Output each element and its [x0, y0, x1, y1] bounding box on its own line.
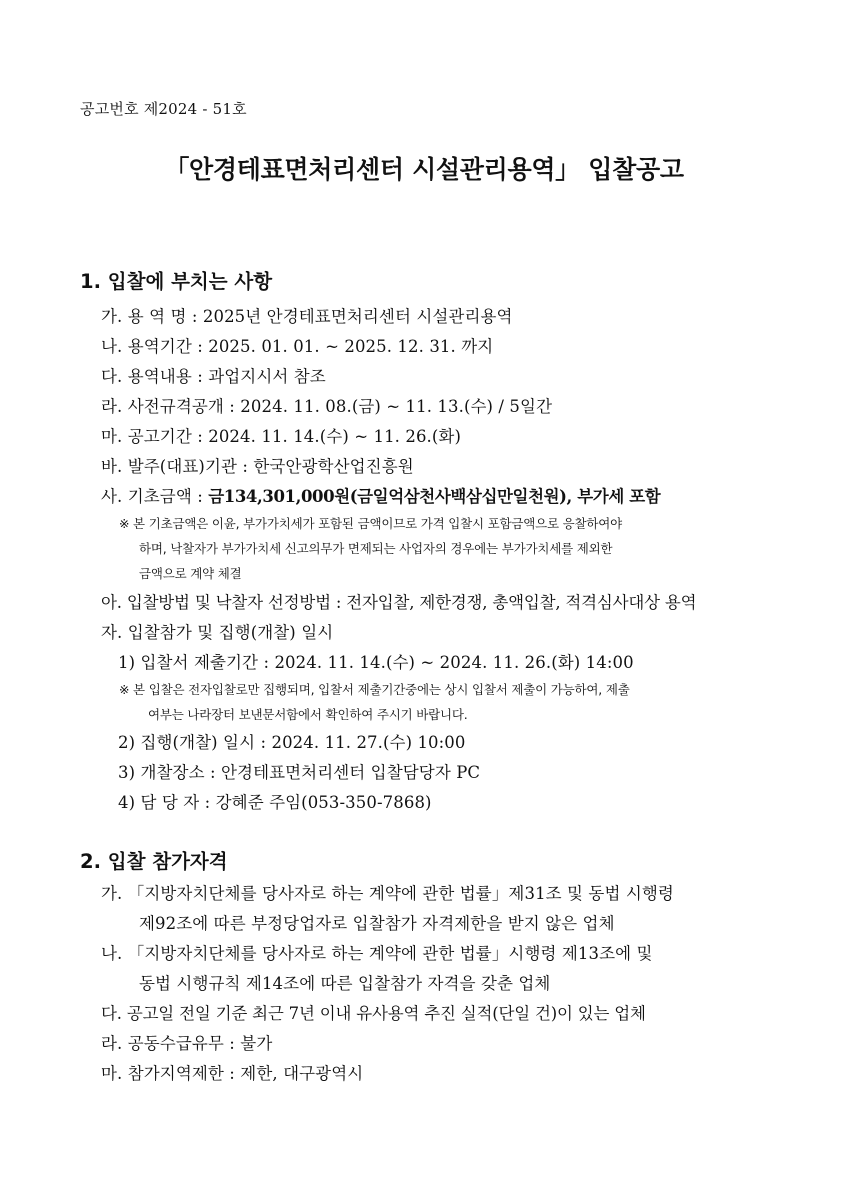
qualification-item-ga: 가. 「지방자치단체를 당사자로 하는 계약에 관한 법률」제31조 및 동법 시행령: [101, 884, 674, 903]
bid-submission-note-line: ※ 본 입찰은 전자입찰로만 집행되며, 입찰서 제출기간중에는 상시 입찰서 제출이 가능하여, 제출: [119, 682, 630, 697]
base-amount-note-line: 금액으로 계약 체결: [139, 566, 242, 581]
sub-bid-submission-period: 1) 입찰서 제출기간 : 2024. 11. 14.(수) ~ 2024. 11. 26.(화) 14:00: [118, 653, 634, 672]
item-bid-participation: 자. 입찰참가 및 집행(개찰) 일시: [101, 623, 334, 642]
sub-opening-datetime: 2) 집행(개찰) 일시 : 2024. 11. 27.(수) 10:00: [118, 733, 466, 752]
section-1-heading: 1. 입찰에 부치는 사항: [80, 270, 273, 293]
notice-number: 공고번호 제2024 - 51호: [80, 100, 247, 118]
qualification-item-ma: 마. 참가지역제한 : 제한, 대구광역시: [101, 1064, 364, 1083]
sub-opening-place: 3) 개찰장소 : 안경테표면처리센터 입찰담당자 PC: [118, 763, 481, 782]
base-amount-value: 금134,301,000원(금일억삼천사백삼십만일천원), 부가세 포함: [208, 487, 661, 506]
base-amount-note-line: 하며, 낙찰자가 부가가치세 신고의무가 면제되는 사업자의 경우에는 부가가치세를 제외한: [139, 541, 613, 556]
item-notice-period: 마. 공고기간 : 2024. 11. 14.(수) ~ 11. 26.(화): [101, 427, 462, 446]
qualification-item-na-continued: 동법 시행규칙 제14조에 따른 입찰참가 자격을 갖춘 업체: [139, 974, 551, 993]
qualification-item-da: 다. 공고일 전일 기준 최근 7년 이내 유사용역 추진 실적(단일 건)이 있는 업체: [101, 1004, 646, 1023]
document-title: 「안경테표면처리센터 시설관리용역」 입찰공고: [164, 155, 684, 184]
item-pre-spec-disclosure: 라. 사전규격공개 : 2024. 11. 08.(금) ~ 11. 13.(수) / 5일간: [101, 397, 553, 416]
section-2-heading: 2. 입찰 참가자격: [80, 850, 228, 873]
item-bid-method: 아. 입찰방법 및 낙찰자 선정방법 : 전자입찰, 제한경쟁, 총액입찰, 적격심사대상 용역: [101, 593, 697, 612]
sub-contact-person: 4) 담 당 자 : 강혜준 주임(053-350-7868): [118, 793, 432, 812]
item-service-name: 가. 용 역 명 : 2025년 안경테표면처리센터 시설관리용역: [101, 307, 513, 326]
item-service-period: 나. 용역기간 : 2025. 01. 01. ~ 2025. 12. 31. 까지: [101, 337, 494, 356]
bid-submission-note-line: 여부는 나라장터 보낸문서함에서 확인하여 주시기 바랍니다.: [148, 707, 468, 722]
qualification-item-ra: 라. 공동수급유무 : 불가: [101, 1034, 273, 1053]
qualification-item-na: 나. 「지방자치단체를 당사자로 하는 계약에 관한 법률」시행령 제13조에 및: [101, 944, 653, 963]
base-amount-label: 사. 기초금액 :: [101, 487, 209, 506]
item-service-content: 다. 용역내용 : 과업지시서 참조: [101, 367, 326, 386]
item-ordering-agency: 바. 발주(대표)기관 : 한국안광학산업진흥원: [101, 457, 414, 476]
base-amount-note-line: ※ 본 기초금액은 이윤, 부가가치세가 포함된 금액이므로 가격 입찰시 포함금액으로 응찰하여야: [119, 516, 623, 531]
qualification-item-ga-continued: 제92조에 따른 부정당업자로 입찰참가 자격제한을 받지 않은 업체: [139, 914, 615, 933]
item-base-amount: [101, 483, 660, 507]
